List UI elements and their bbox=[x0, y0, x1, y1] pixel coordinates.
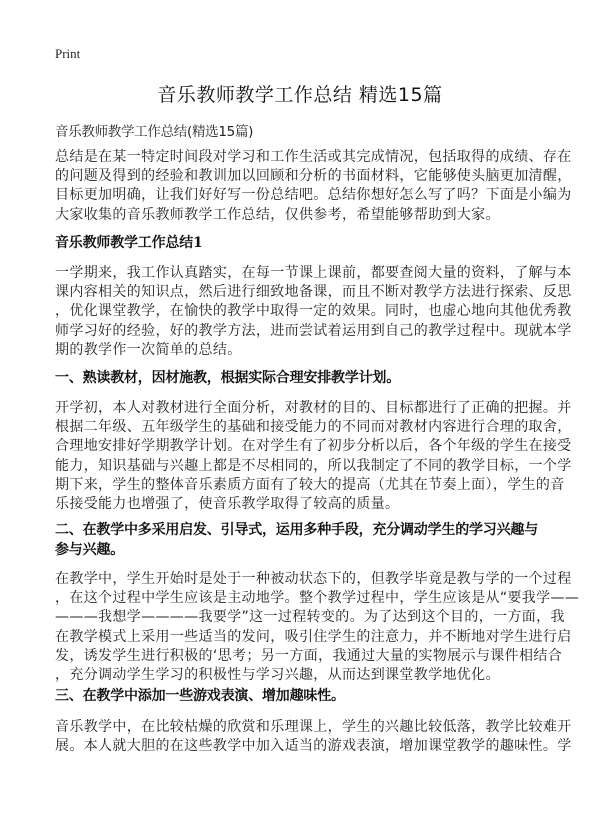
text-line: ，优化课堂教学，在愉快的教学中取得一定的效果。同时，也虚心地向其他优秀教 bbox=[55, 303, 572, 320]
text-line: 发，诱发学生进行积极的‘思考；另一方面，我通过大量的实物展示与课件相结合 bbox=[55, 647, 563, 664]
text-line: ———我想学————我要学”这一过程转变的。为了达到这个目的，一方面，我 bbox=[55, 609, 565, 626]
heading-line: 音乐教师教学工作总结1 bbox=[55, 235, 203, 251]
text-line: 期的教学作一次简单的总结。 bbox=[55, 341, 242, 358]
text-line: 的问题及得到的经验和教训加以回顾和分析的书面材料，它能够使头脑更加清醒， bbox=[55, 168, 572, 185]
section-paragraph-3 bbox=[55, 570, 580, 685]
document-subtitle: 音乐教师教学工作总结(精选15篇) bbox=[55, 124, 254, 140]
heading-line: 一、熟读教材，因材施教，根据实际合理安排教学计划。 bbox=[55, 370, 400, 386]
text-line: 合理地安排好学期教学计划。在对学生有了初步分析以后，各个年级的学生在接受 bbox=[55, 438, 572, 455]
heading-line: 三、在教学中添加一些游戏表演、增加趣味性。 bbox=[55, 688, 345, 704]
text-line: 期下来，学生的整体音乐素质方面有了较大的提高（尤其在节奏上面），学生的音 bbox=[55, 476, 565, 493]
heading-line: 参与兴趣。 bbox=[55, 541, 124, 558]
text-line: 能力，知识基础与兴趣上都是不尽相同的，所以我制定了不同的教学目标，一个学 bbox=[55, 457, 572, 474]
text-line: ，在这个过程中学生应该是主动地学。整个教学过程中，学生应该是从“要我学—— bbox=[55, 590, 580, 607]
text-line: 目标更加明确，让我们好好写一份总结吧。总结你想好怎么写了吗？下面是小编为 bbox=[55, 187, 572, 204]
section-heading-1 bbox=[55, 234, 555, 254]
section-paragraph-4 bbox=[55, 718, 572, 756]
text-line: 在教学模式上采用一些适当的发问，吸引住学生的注意力，并不断地对学生进行启 bbox=[55, 628, 572, 645]
heading-line: 二、在教学中多采用启发、引导式，运用多种手段，充分调动学生的学习兴趣与 bbox=[55, 522, 538, 538]
text-line: 音乐教学中，在比较枯燥的欣赏和乐理课上，学生的兴趣比较低落，教学比较难开 bbox=[55, 719, 572, 735]
text-line: 课内容相关的知识点，然后进行细致地备课，而且不断对教学方法进行探索、反思 bbox=[55, 284, 572, 301]
page-title: 音乐教师教学工作总结 精选15篇 bbox=[157, 84, 443, 106]
text-line: 根据二年级、五年级学生的基础和接受能力的不同而对教材内容进行合理的取舍， bbox=[55, 419, 572, 436]
text-line: 一学期来，我工作认真踏实，在每一节课上课前，都要查阅大量的资料，了解与本 bbox=[55, 265, 572, 281]
section-paragraph-2 bbox=[55, 399, 572, 514]
section-heading-3 bbox=[55, 521, 555, 560]
text-line: 大家收集的音乐教师教学工作总结，仅供参考，希望能够帮助到大家。 bbox=[55, 206, 500, 223]
text-line: 开学初，本人对教材进行全面分析，对教材的目的、目标都进行了正确的把握。并 bbox=[55, 400, 572, 416]
section-heading-4 bbox=[55, 687, 555, 707]
intro-paragraph bbox=[55, 148, 572, 225]
section-paragraph-1 bbox=[55, 264, 572, 360]
text-line: ，充分调动学生学习的积极性与学习兴趣，从而达到课堂教学地优化。 bbox=[55, 667, 500, 684]
text-line: 展。本人就大胆的在这些教学中加入适当的游戏表演，增加课堂教学的趣味性。学 bbox=[55, 738, 572, 755]
text-line: 师学习好的经验，好的教学方法，进而尝试着运用到自己的教学过程中。现就本学 bbox=[55, 322, 572, 339]
print-link[interactable]: Print bbox=[55, 46, 81, 61]
text-line: 在教学中，学生开始时是处于一种被动状态下的，但教学毕竟是教与学的一个过程 bbox=[55, 571, 572, 587]
text-line: 乐接受能力也增强了，使音乐教学取得了较高的质量。 bbox=[55, 496, 400, 513]
section-heading-2 bbox=[55, 369, 555, 389]
text-line: 总结是在某一特定时间段对学习和工作生活或其完成情况，包括取得的成绩、存在 bbox=[55, 149, 572, 165]
